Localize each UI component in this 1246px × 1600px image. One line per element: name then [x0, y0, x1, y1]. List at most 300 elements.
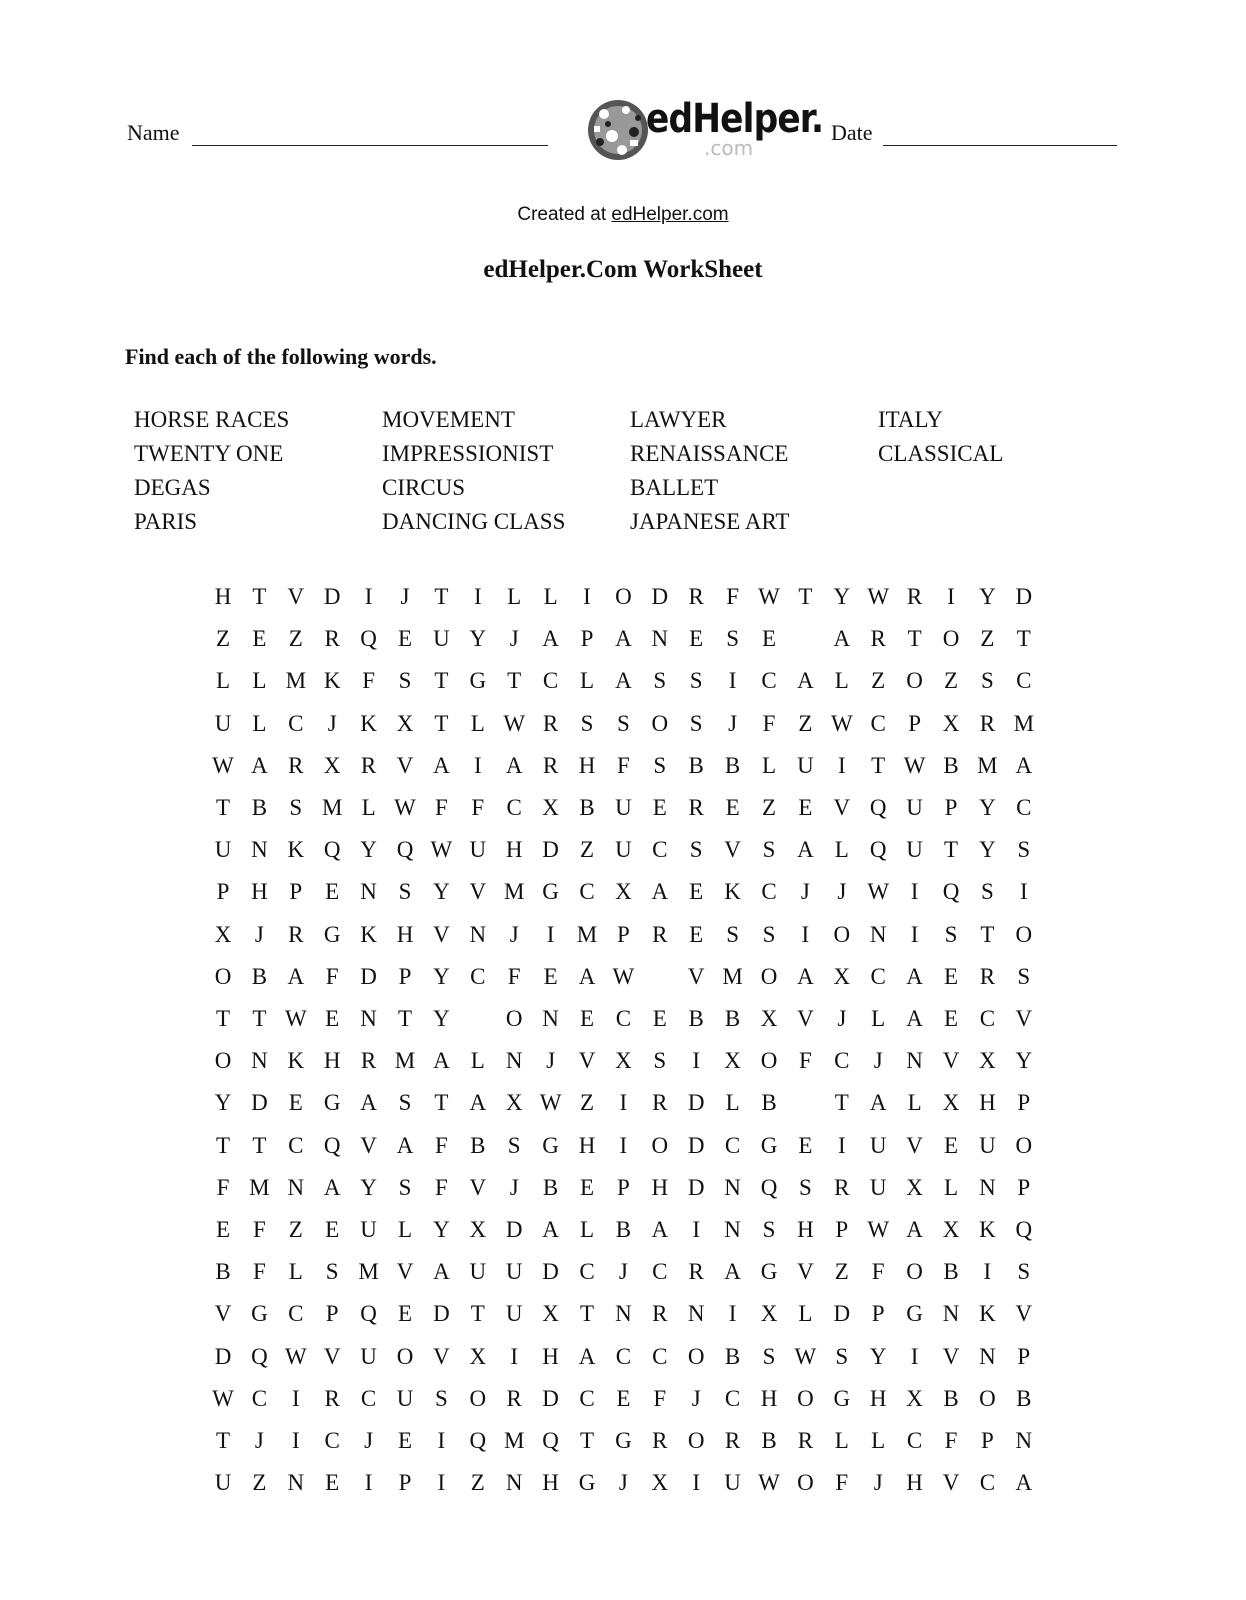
grid-letter: N	[942, 1301, 960, 1327]
grid-letter: N	[651, 626, 669, 652]
grid-letter: E	[943, 963, 959, 989]
grid-letter: G	[760, 1132, 778, 1158]
grid-letter: U	[979, 1132, 996, 1158]
grid-letter: J	[873, 1470, 883, 1496]
grid-letter: Y	[979, 837, 996, 863]
grid-letter: B	[761, 1428, 777, 1453]
grid-letter: W	[394, 795, 416, 820]
grid-row	[205, 920, 1045, 950]
grid-letter: G	[542, 1132, 559, 1158]
grid-row	[205, 751, 1045, 781]
grid-letter: I	[583, 584, 591, 609]
grid-letter: I	[692, 1048, 701, 1074]
grid-letter: E	[288, 1090, 303, 1116]
grid-letter: T	[579, 1301, 595, 1327]
grid-letter: T	[434, 710, 449, 736]
grid-letter: E	[652, 1006, 667, 1031]
grid-letter: F	[252, 1217, 266, 1242]
grid-letter: V	[906, 1132, 923, 1158]
grid-letter: J	[691, 1385, 701, 1411]
grid-letter: R	[288, 752, 304, 778]
grid-letter: S	[434, 1385, 448, 1411]
grid-letter: U	[906, 837, 923, 863]
grid-letter: O	[651, 710, 669, 736]
grid-letter: Y	[433, 879, 450, 905]
grid-letter: J	[618, 1259, 628, 1285]
grid-letter: E	[943, 1132, 959, 1158]
grid-letter: D	[214, 1343, 232, 1369]
grid-letter: L	[507, 584, 522, 609]
grid-letter: W	[867, 584, 890, 609]
grid-letter: G	[906, 1301, 923, 1327]
grid-letter: S	[980, 668, 994, 694]
grid-letter: P	[908, 710, 921, 736]
grid-letter: E	[397, 1301, 413, 1327]
grid-letter: J	[728, 710, 738, 736]
grid-letter: V	[942, 1470, 960, 1496]
grid-letter: A	[469, 1090, 487, 1116]
grid-letter: Z	[980, 626, 995, 652]
grid-letter: J	[837, 1006, 847, 1031]
grid-letter: D	[687, 1174, 705, 1200]
grid-letter: N	[869, 921, 887, 947]
grid-letter: R	[652, 1301, 668, 1327]
name-label: Name	[127, 120, 180, 145]
grid-letter: A	[505, 752, 523, 778]
grid-letter: M	[503, 879, 525, 905]
grid-letter: X	[505, 1090, 523, 1116]
grid-letter: F	[726, 584, 739, 609]
grid-letter: U	[433, 626, 450, 652]
grid-letter: F	[362, 668, 375, 694]
grid-letter: F	[798, 1048, 812, 1074]
grid-letter: V	[433, 1343, 450, 1369]
grid-letter: F	[216, 1174, 230, 1200]
grid-row	[205, 1299, 1045, 1329]
grid-letter: A	[578, 1343, 596, 1369]
grid-letter: V	[396, 752, 414, 778]
grid-letter: N	[724, 1174, 741, 1200]
grid-letter: H	[797, 1217, 814, 1242]
grid-letter: X	[942, 1217, 960, 1242]
grid-letter: X	[469, 1217, 487, 1242]
grid-letter: R	[542, 710, 559, 736]
word-item: RENAISSANCE	[630, 441, 789, 466]
grid-letter: E	[325, 879, 340, 905]
grid-letter: J	[837, 879, 847, 905]
grid-letter: S	[689, 710, 703, 736]
grid-letter: U	[396, 1385, 414, 1411]
grid-letter: A	[433, 752, 450, 778]
grid-letter: A	[1015, 1470, 1033, 1496]
grid-letter: A	[542, 626, 559, 652]
grid-letter: I	[728, 1301, 737, 1327]
grid-letter: U	[214, 1470, 232, 1496]
grid-letter: V	[797, 1006, 814, 1031]
word-item: ITALY	[878, 407, 943, 432]
word-item: LAWYER	[630, 407, 727, 432]
grid-letter: I	[437, 1428, 446, 1453]
grid-letter: M	[722, 963, 743, 989]
grid-letter: O	[797, 1470, 814, 1496]
grid-letter: F	[835, 1470, 849, 1496]
grid-letter: B	[943, 1259, 959, 1285]
grid-letter: I	[473, 752, 482, 778]
grid-letter: E	[579, 1174, 595, 1200]
grid-letter: I	[510, 1343, 519, 1369]
grid-letter: F	[434, 1174, 448, 1200]
grid-letter: O	[760, 963, 778, 989]
grid-letter: N	[1015, 1428, 1033, 1453]
grid-letter: D	[251, 1090, 268, 1116]
grid-letter: O	[1015, 1132, 1033, 1158]
grid-letter: X	[615, 1048, 632, 1074]
created-at-line	[0, 204, 1246, 226]
grid-letter: A	[433, 1048, 450, 1074]
grid-letter: T	[1016, 626, 1031, 652]
grid-letter: I	[546, 921, 555, 947]
grid-letter: T	[470, 1301, 485, 1327]
grid-letter: S	[726, 921, 739, 947]
grid-letter: Q	[1015, 1217, 1033, 1242]
grid-letter: H	[251, 879, 268, 905]
grid-letter: L	[761, 752, 777, 778]
grid-letter: Z	[871, 668, 886, 694]
grid-letter: N	[360, 1006, 377, 1031]
grid-letter: F	[944, 1428, 958, 1453]
grid-letter: R	[870, 626, 886, 652]
instructions: Find each of the following words.	[125, 344, 437, 369]
grid-letter: U	[469, 837, 487, 863]
grid-letter: R	[324, 1385, 340, 1411]
grid-letter: X	[942, 1090, 960, 1116]
grid-letter: L	[579, 1217, 595, 1242]
grid-row	[205, 1046, 1045, 1076]
grid-letter: M	[1013, 710, 1035, 736]
grid-letter: Y	[1015, 1048, 1033, 1074]
grid-letter: R	[688, 1259, 704, 1285]
grid-letter: B	[470, 1132, 486, 1158]
grid-row	[205, 835, 1045, 865]
grid-letter: S	[507, 1132, 521, 1158]
grid-letter: S	[653, 668, 667, 694]
grid-letter: W	[830, 710, 853, 736]
word-column-3	[630, 403, 870, 539]
word-item: PARIS	[134, 509, 198, 534]
grid-letter: B	[724, 752, 741, 778]
grid-letter: V	[469, 879, 487, 905]
grid-letter: M	[358, 1259, 379, 1285]
grid-letter: P	[835, 1217, 849, 1242]
grid-letter: R	[979, 710, 996, 736]
grid-letter: U	[869, 1174, 887, 1200]
grid-letter: G	[323, 921, 341, 947]
grid-letter: W	[794, 1343, 817, 1369]
grid-letter: D	[505, 1217, 523, 1242]
grid-letter: L	[834, 837, 849, 863]
grid-letter: L	[470, 710, 485, 736]
grid-letter: I	[291, 1385, 300, 1411]
grid-letter: E	[616, 1385, 631, 1411]
grid-letter: U	[724, 1470, 741, 1496]
grid-letter: W	[503, 710, 526, 736]
grid-letter: F	[653, 1385, 667, 1411]
grid-letter: O	[505, 1006, 523, 1031]
grid-letter: X	[724, 1048, 741, 1074]
grid-letter: C	[1016, 795, 1032, 820]
grid-letter: C	[1016, 668, 1032, 694]
grid-letter: A	[906, 1217, 923, 1242]
grid-letter: R	[506, 1385, 522, 1411]
grid-letter: S	[1017, 963, 1031, 989]
grid-letter: Q	[360, 1301, 377, 1327]
grid-letter: Z	[252, 1470, 267, 1496]
grid-letter: B	[615, 1217, 632, 1242]
grid-letter: G	[615, 1428, 632, 1453]
grid-letter: C	[542, 668, 559, 694]
grid-letter: P	[398, 963, 412, 989]
grid-letter: J	[364, 1428, 374, 1453]
grid-letter: L	[252, 710, 267, 736]
grid-letter: B	[688, 752, 704, 778]
grid-letter: U	[360, 1217, 377, 1242]
grid-letter: C	[761, 879, 777, 905]
grid-letter: E	[543, 963, 558, 989]
grid-letter: S	[653, 752, 667, 778]
grid-letter: H	[979, 1090, 996, 1116]
grid-row	[205, 1468, 1045, 1498]
grid-letter: E	[943, 1006, 959, 1031]
grid-letter: P	[944, 795, 958, 820]
grid-letter: W	[758, 584, 780, 609]
grid-letter: C	[360, 1385, 377, 1411]
grid-letter: E	[579, 1006, 595, 1031]
grid-letter: Q	[360, 626, 377, 652]
grid-letter: S	[289, 795, 303, 820]
grid-letter: R	[324, 626, 340, 652]
grid-letter: C	[579, 1259, 595, 1285]
grid-letter: I	[947, 584, 955, 609]
grid-letter: P	[1017, 1090, 1031, 1116]
date-line	[883, 145, 1117, 146]
grid-row	[205, 709, 1045, 739]
grid-letter: M	[576, 921, 598, 947]
grid-letter: V	[942, 1048, 960, 1074]
grid-letter: P	[216, 879, 230, 905]
grid-letter: A	[797, 837, 814, 863]
word-item: HORSE RACES	[134, 407, 290, 432]
grid-letter: B	[1016, 1385, 1032, 1411]
grid-letter: B	[761, 1090, 777, 1116]
grid-letter: S	[762, 837, 776, 863]
grid-letter: Q	[869, 837, 887, 863]
grid-letter: F	[871, 1259, 885, 1285]
grid-row	[205, 1088, 1045, 1118]
grid-letter: X	[542, 795, 559, 820]
grid-row	[205, 624, 1045, 654]
grid-letter: U	[214, 710, 232, 736]
grid-letter: M	[394, 1048, 416, 1074]
grid-row	[205, 1004, 1045, 1034]
grid-letter: X	[469, 1343, 487, 1369]
grid-letter: A	[651, 1217, 669, 1242]
grid-letter: O	[687, 1343, 705, 1369]
grid-letter: O	[906, 668, 923, 694]
grid-letter: P	[616, 1174, 630, 1200]
grid-letter: S	[762, 921, 776, 947]
grid-letter: I	[364, 1470, 373, 1496]
grid-letter: X	[760, 1006, 778, 1031]
grid-letter: E	[689, 879, 704, 905]
grid-letter: C	[652, 1259, 668, 1285]
grid-letter: W	[867, 1217, 890, 1242]
grid-letter: L	[361, 795, 376, 820]
grid-letter: G	[760, 1259, 778, 1285]
grid-letter: G	[251, 1301, 268, 1327]
grid-letter: A	[651, 879, 669, 905]
grid-letter: S	[835, 1343, 849, 1369]
grid-letter: R	[360, 752, 377, 778]
grid-letter: P	[616, 921, 630, 947]
grid-letter: Y	[469, 626, 487, 652]
grid-letter: Q	[323, 837, 341, 863]
grid-letter: T	[907, 626, 922, 652]
grid-letter: A	[615, 626, 632, 652]
grid-letter: F	[325, 963, 339, 989]
logo-text: edHelper.	[646, 96, 824, 142]
grid-letter: L	[907, 1090, 922, 1116]
grid-letter: C	[906, 1428, 923, 1453]
grid-letter: G	[323, 1090, 341, 1116]
grid-letter: T	[980, 921, 995, 947]
edhelper-logo	[586, 92, 824, 172]
grid-letter: A	[1015, 752, 1033, 778]
created-prefix: Created at	[517, 204, 612, 225]
grid-letter: T	[434, 668, 449, 694]
grid-letter: I	[837, 752, 846, 778]
word-column-2	[382, 403, 622, 539]
grid-letter: C	[615, 1006, 632, 1031]
grid-letter: X	[906, 1385, 923, 1411]
grid-letter: R	[834, 1174, 850, 1200]
grid-letter: O	[615, 584, 632, 609]
grid-letter: Z	[761, 795, 777, 820]
grid-letter: U	[505, 1301, 523, 1327]
grid-letter: N	[287, 1174, 305, 1200]
grid-letter: C	[834, 1048, 850, 1074]
grid-letter: R	[652, 1428, 668, 1453]
grid-letter: S	[762, 1343, 776, 1369]
grid-letter: R	[360, 1048, 377, 1074]
grid-letter: D	[1015, 584, 1033, 609]
grid-letter: O	[469, 1385, 487, 1411]
word-item: DANCING CLASS	[382, 509, 566, 534]
grid-letter: F	[507, 963, 521, 989]
grid-letter: Q	[469, 1428, 487, 1453]
grid-letter: F	[616, 752, 630, 778]
grid-letter: W	[903, 752, 926, 778]
grid-letter: C	[652, 837, 668, 863]
grid-letter: A	[797, 963, 814, 989]
grid-letter: Y	[360, 837, 377, 863]
grid-letter: S	[798, 1174, 812, 1200]
grid-letter: R	[652, 921, 668, 947]
grid-letter: T	[579, 1428, 595, 1453]
grid-letter: M	[503, 1428, 525, 1453]
grid-letter: C	[288, 1132, 304, 1158]
grid-letter: N	[251, 837, 268, 863]
grid-letter: W	[212, 1385, 234, 1411]
grid-letter: A	[869, 1090, 887, 1116]
grid-letter: M	[285, 668, 307, 694]
grid-letter: X	[760, 1301, 778, 1327]
grid-letter: X	[214, 921, 232, 947]
grid-letter: Y	[433, 963, 450, 989]
edhelper-link[interactable]: edHelper.com	[611, 204, 729, 225]
grid-letter: C	[979, 1470, 996, 1496]
grid-letter: E	[689, 921, 704, 947]
grid-letter: K	[287, 1048, 305, 1074]
grid-letter: I	[473, 584, 482, 609]
grid-letter: D	[833, 1301, 851, 1327]
grid-letter: Z	[579, 837, 595, 863]
grid-letter: C	[761, 668, 777, 694]
grid-letter: B	[251, 963, 268, 989]
grid-letter: N	[505, 1048, 523, 1074]
grid-row	[205, 1215, 1045, 1245]
grid-letter: B	[542, 1174, 559, 1200]
grid-letter: H	[760, 1385, 778, 1411]
grid-letter: J	[509, 626, 519, 652]
grid-letter: L	[871, 1006, 886, 1031]
grid-letter: N	[979, 1174, 996, 1200]
grid-letter: U	[469, 1259, 487, 1285]
grid-letter: O	[942, 626, 960, 652]
grid-letter: K	[979, 1217, 996, 1242]
grid-letter: N	[469, 921, 487, 947]
grid-letter: L	[252, 668, 267, 694]
grid-letter: I	[910, 879, 919, 905]
grid-letter: Y	[979, 584, 996, 609]
grid-letter: Z	[215, 626, 231, 652]
grid-letter: L	[798, 1301, 813, 1327]
grid-letter: Z	[943, 668, 959, 694]
grid-letter: A	[833, 626, 851, 652]
grid-letter: I	[983, 1259, 992, 1285]
grid-letter: R	[288, 921, 304, 947]
grid-letter: N	[687, 1301, 705, 1327]
grid-letter: V	[724, 837, 741, 863]
grid-letter: V	[833, 795, 851, 820]
grid-letter: E	[397, 1428, 413, 1453]
grid-letter: Z	[798, 710, 813, 736]
grid-letter: O	[979, 1385, 996, 1411]
grid-letter: I	[728, 668, 737, 694]
grid-letter: N	[724, 1217, 741, 1242]
grid-row	[205, 666, 1045, 696]
grid-letter: O	[1015, 921, 1033, 947]
grid-letter: S	[689, 668, 703, 694]
grid-letter: Q	[869, 795, 887, 820]
grid-letter: J	[800, 879, 810, 905]
grid-letter: I	[619, 1132, 628, 1158]
grid-letter: B	[943, 752, 959, 778]
grid-letter: D	[360, 963, 377, 989]
grid-letter: V	[469, 1174, 487, 1200]
grid-letter: S	[398, 668, 412, 694]
grid-letter: A	[323, 1174, 341, 1200]
grid-letter: E	[725, 795, 740, 820]
